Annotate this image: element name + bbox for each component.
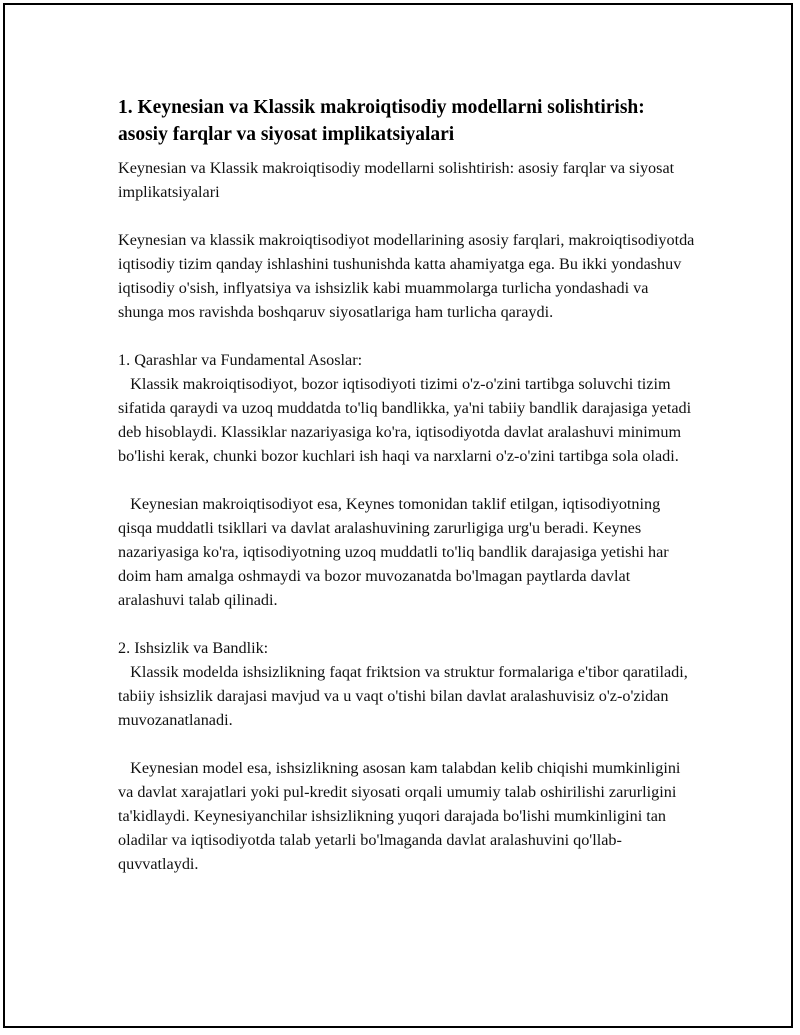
section-paragraph: Keynesian makroiqtisodiyot esa, Keynes tomonidan taklif etilgan, iqtisodiyotning qisqa muddatli tsikllari va davlat aralashuvining zarurligiga urg'u beradi. Keynes nazariyasiga ko'ra, iqtisodiyotning uzoq muddatli to'liq bandlik darajasiga yetishi har doim ham amalga oshmaydi va bozor muvozanatda bo'lmagan paytlarda davlat aralashuvi talab qilinadi. — [118, 495, 673, 609]
document-title: 1. Keynesian va Klassik makroiqtisodiy modellarni solishtirish: asosiy farqlar va siyosat implikatsiyalari — [118, 97, 645, 145]
intro-paragraph: Keynesian va klassik makroiqtisodiyot modellarining asosiy farqlari, makroiqtisodiyotda iqtisodiy tizim qanday ishlashini tushunishda katta ahamiyatga ega. Bu ikki yondashuv iqtisodiy o'sish, inflyatsiya va ishsizlik kabi muammolarga turlicha yondashadi va shunga mos ravishda boshqaruv siyosatlariga ham turlicha qaraydi. — [118, 231, 699, 321]
section-heading: 1. Qarashlar va Fundamental Asoslar: — [118, 351, 363, 369]
document-body — [118, 94, 698, 876]
section-heading: 2. Ishsizlik va Bandlik: — [118, 639, 269, 657]
section-2 — [118, 636, 698, 876]
section-paragraph: Klassik modelda ishsizlikning faqat friktsion va struktur formalariga e'tibor qaratiladi, tabiiy ishsizlik darajasi mavjud va u vaqt o'tishi bilan davlat aralashuvisiz o'z-o'zidan muvozanatlanadi. — [118, 663, 692, 729]
section-paragraph: Keynesian model esa, ishsizlikning asosan kam talabdan kelib chiqishi mumkinligini va davlat xarajatlari yoki pul-kredit siyosati orqali umumiy talab oshirilishi zarurligini ta'kidlaydi. Keynesiyanchilar ishsizlikning yuqori darajada bo'lishi mumkinligini tan oladilar va iqtisodiyotda talab yetarli bo'lmaganda davlat aralashuvini qo'llab-quvvatlaydi. — [118, 759, 685, 873]
document-subtitle: Keynesian va Klassik makroiqtisodiy modellarni solishtirish: asosiy farqlar va siyosat implikatsiyalari — [118, 159, 679, 201]
section-1 — [118, 348, 698, 612]
section-paragraph: Klassik makroiqtisodiyot, bozor iqtisodiyoti tizimi o'z-o'zini tartibga soluvchi tizim sifatida qaraydi va uzoq muddatda to'liq bandlikka, ya'ni tabiiy bandlik darajasiga yetadi deb hisoblaydi. Klassiklar nazariyasiga ko'ra, iqtisodiyotda davlat aralashuvi minimum bo'lishi kerak, chunki bozor kuchlari ish haqi va narxlarni o'z-o'zini tartibga sola oladi. — [118, 375, 696, 465]
